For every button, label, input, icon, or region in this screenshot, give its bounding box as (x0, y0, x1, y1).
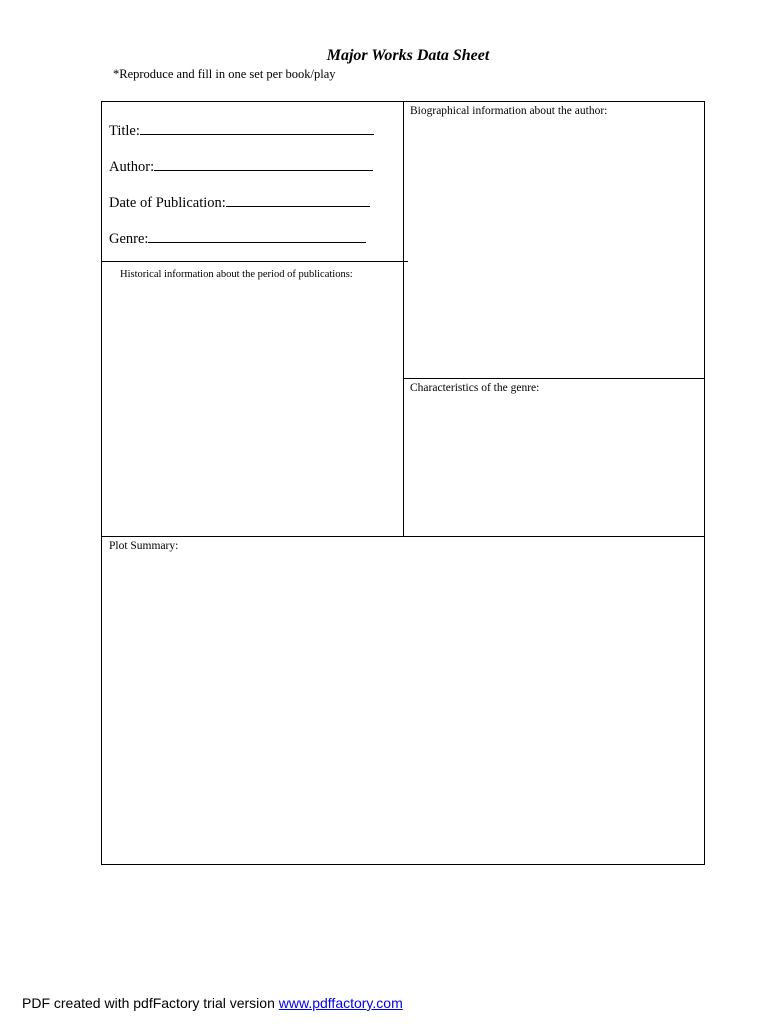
plot-summary-label: Plot Summary: (109, 540, 179, 552)
author-field[interactable] (109, 157, 373, 176)
characteristics-area[interactable] (404, 397, 704, 535)
pdf-footer (22, 995, 403, 1011)
historical-label: Historical information about the period of publications: (120, 269, 353, 280)
date-label: Date of Publication: (109, 195, 226, 211)
genre-field[interactable] (109, 229, 366, 248)
author-blank[interactable] (154, 157, 373, 171)
biographical-label: Biographical information about the author: (410, 105, 608, 117)
genre-label: Genre: (109, 231, 149, 247)
title-label: Title: (109, 123, 140, 139)
title-field[interactable] (109, 121, 374, 140)
historical-area[interactable] (102, 284, 402, 535)
genre-divider (403, 378, 705, 379)
pdffactory-link[interactable]: www.pdffactory.com (278, 995, 403, 1011)
footer-text: PDF created with pdfFactory trial version (22, 995, 279, 1011)
document-subtitle: *Reproduce and fill in one set per book/play (113, 67, 336, 81)
plot-divider (101, 536, 705, 537)
author-label: Author: (109, 159, 155, 175)
date-blank[interactable] (226, 193, 370, 207)
plot-summary-area[interactable] (102, 555, 704, 863)
document-title: Major Works Data Sheet (326, 47, 490, 64)
genre-blank[interactable] (148, 229, 366, 243)
fields-divider (101, 261, 408, 262)
characteristics-label: Characteristics of the genre: (410, 382, 540, 394)
biographical-area[interactable] (404, 120, 704, 377)
date-field[interactable] (109, 193, 370, 212)
title-blank[interactable] (140, 121, 374, 135)
